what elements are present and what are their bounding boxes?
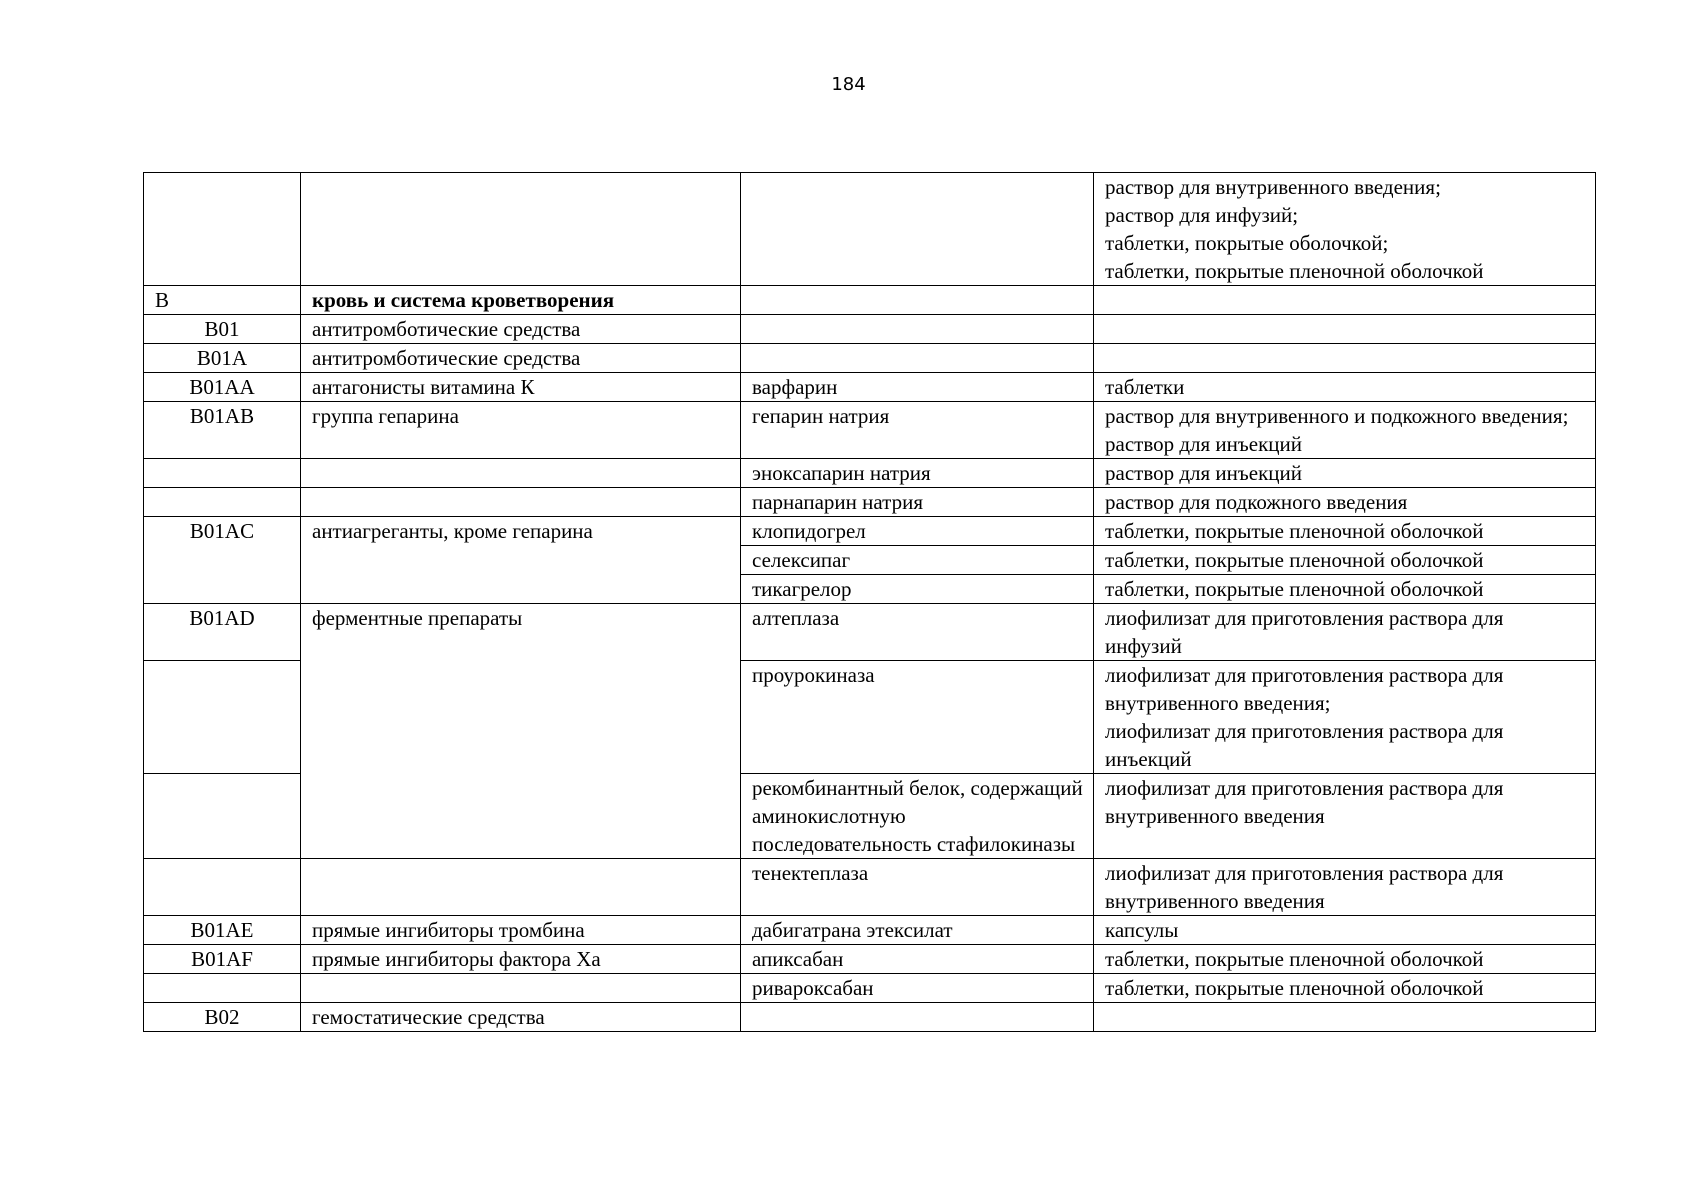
table-row	[144, 945, 1596, 974]
atc-code-cell	[144, 859, 301, 916]
group-name-cell	[301, 459, 741, 488]
table-row	[144, 604, 1596, 661]
drug-name-cell: тикагрелор	[741, 575, 1094, 604]
drug-name-cell	[741, 173, 1094, 286]
dosage-form-cell: раствор для подкожного введения	[1094, 488, 1596, 517]
dosage-form-line: раствор для инъекций	[1105, 432, 1302, 456]
atc-code-cell	[144, 974, 301, 1003]
dosage-form-cell	[1094, 286, 1596, 315]
atc-code-cell: B02	[144, 1003, 301, 1032]
dosage-form-cell: лиофилизат для приготовления раствора для инфузий	[1094, 604, 1596, 661]
table-row	[144, 488, 1596, 517]
drug-name-cell: дабигатрана этексилат	[741, 916, 1094, 945]
dosage-form-line: таблетки, покрытые оболочкой;	[1105, 231, 1389, 255]
group-name-cell: прямые ингибиторы тромбина	[301, 916, 741, 945]
drug-name-cell: парнапарин натрия	[741, 488, 1094, 517]
atc-code-cell: B01AA	[144, 373, 301, 402]
table-row	[144, 402, 1596, 459]
group-name-cell	[301, 859, 741, 916]
atc-code-cell	[144, 459, 301, 488]
table-row	[144, 173, 1596, 286]
dosage-form-cell	[1094, 344, 1596, 373]
drug-name-cell: гепарин натрия	[741, 402, 1094, 459]
table-row	[144, 286, 1596, 315]
drug-name-cell: алтеплаза	[741, 604, 1094, 661]
drug-name-cell	[741, 344, 1094, 373]
dosage-form-cell: лиофилизат для приготовления раствора для внутривенного введения	[1094, 859, 1596, 916]
drug-name-cell: тенектеплаза	[741, 859, 1094, 916]
table-row	[144, 459, 1596, 488]
atc-code-cell	[144, 173, 301, 286]
group-name-cell: ферментные препараты	[301, 604, 741, 859]
group-name-cell: группа гепарина	[301, 402, 741, 459]
atc-code-cell: B01	[144, 315, 301, 344]
table-row	[144, 315, 1596, 344]
dosage-form-cell: раствор для инъекций	[1094, 459, 1596, 488]
group-name-cell: антиагреганты, кроме гепарина	[301, 517, 741, 604]
atc-code-cell: B01AB	[144, 402, 301, 459]
table-row	[144, 344, 1596, 373]
dosage-form-line: раствор для внутривенного и подкожного введения;	[1105, 404, 1569, 428]
atc-code-cell: B01AD	[144, 604, 301, 661]
page-number: 184	[831, 74, 866, 95]
dosage-form-cell: таблетки, покрытые пленочной оболочкой	[1094, 974, 1596, 1003]
atc-code-cell	[144, 774, 301, 859]
dosage-form-cell: капсулы	[1094, 916, 1596, 945]
drug-name-cell	[741, 315, 1094, 344]
drug-classification-table	[143, 172, 1596, 1032]
atc-code-cell: B	[144, 286, 301, 315]
table-row	[144, 859, 1596, 916]
atc-code-cell	[144, 488, 301, 517]
drug-name-cell: рекомбинантный белок, содержащий аминокислотную последовательность стафилокиназы	[741, 774, 1094, 859]
group-name-cell	[301, 173, 741, 286]
drug-name-cell: клопидогрел	[741, 517, 1094, 546]
atc-code-cell	[144, 661, 301, 774]
dosage-form-cell: лиофилизат для приготовления раствора для внутривенного введения	[1094, 774, 1596, 859]
drug-name-cell: селексипаг	[741, 546, 1094, 575]
group-name-cell: антагонисты витамина К	[301, 373, 741, 402]
dosage-form-cell: таблетки, покрытые пленочной оболочкой	[1094, 517, 1596, 546]
drug-name-cell: апиксабан	[741, 945, 1094, 974]
dosage-form-cell	[1094, 661, 1596, 774]
table-row	[144, 1003, 1596, 1032]
drug-name-cell: проурокиназа	[741, 661, 1094, 774]
table-row	[144, 916, 1596, 945]
table-row	[144, 974, 1596, 1003]
group-name-cell: прямые ингибиторы фактора Xa	[301, 945, 741, 974]
dosage-form-cell: таблетки, покрытые пленочной оболочкой	[1094, 546, 1596, 575]
atc-code-cell: B01AF	[144, 945, 301, 974]
drug-name-cell	[741, 286, 1094, 315]
group-name-cell: гемостатические средства	[301, 1003, 741, 1032]
drug-name-cell: варфарин	[741, 373, 1094, 402]
atc-code-cell: B01A	[144, 344, 301, 373]
dosage-form-cell: таблетки, покрытые пленочной оболочкой	[1094, 575, 1596, 604]
drug-name-cell: эноксапарин натрия	[741, 459, 1094, 488]
atc-code-cell: B01AC	[144, 517, 301, 604]
table-row	[144, 373, 1596, 402]
dosage-form-cell	[1094, 315, 1596, 344]
drug-name-cell: ривароксабан	[741, 974, 1094, 1003]
dosage-form-line: лиофилизат для приготовления раствора для внутривенного введения;	[1105, 663, 1504, 715]
dosage-form-cell: таблетки, покрытые пленочной оболочкой	[1094, 945, 1596, 974]
group-name-cell: кровь и система кроветворения	[301, 286, 741, 315]
dosage-form-cell	[1094, 402, 1596, 459]
group-name-cell	[301, 974, 741, 1003]
group-name-cell: антитромботические средства	[301, 315, 741, 344]
dosage-form-cell	[1094, 1003, 1596, 1032]
drug-name-cell	[741, 1003, 1094, 1032]
dosage-form-line: раствор для инфузий;	[1105, 203, 1299, 227]
dosage-form-line: раствор для внутривенного введения;	[1105, 175, 1441, 199]
group-name-cell: антитромботические средства	[301, 344, 741, 373]
atc-code-cell: B01AE	[144, 916, 301, 945]
table-row	[144, 517, 1596, 546]
dosage-form-line: таблетки, покрытые пленочной оболочкой	[1105, 259, 1484, 283]
dosage-form-cell	[1094, 173, 1596, 286]
dosage-form-line: лиофилизат для приготовления раствора для инъекций	[1105, 719, 1504, 771]
dosage-form-cell: таблетки	[1094, 373, 1596, 402]
group-name-cell	[301, 488, 741, 517]
